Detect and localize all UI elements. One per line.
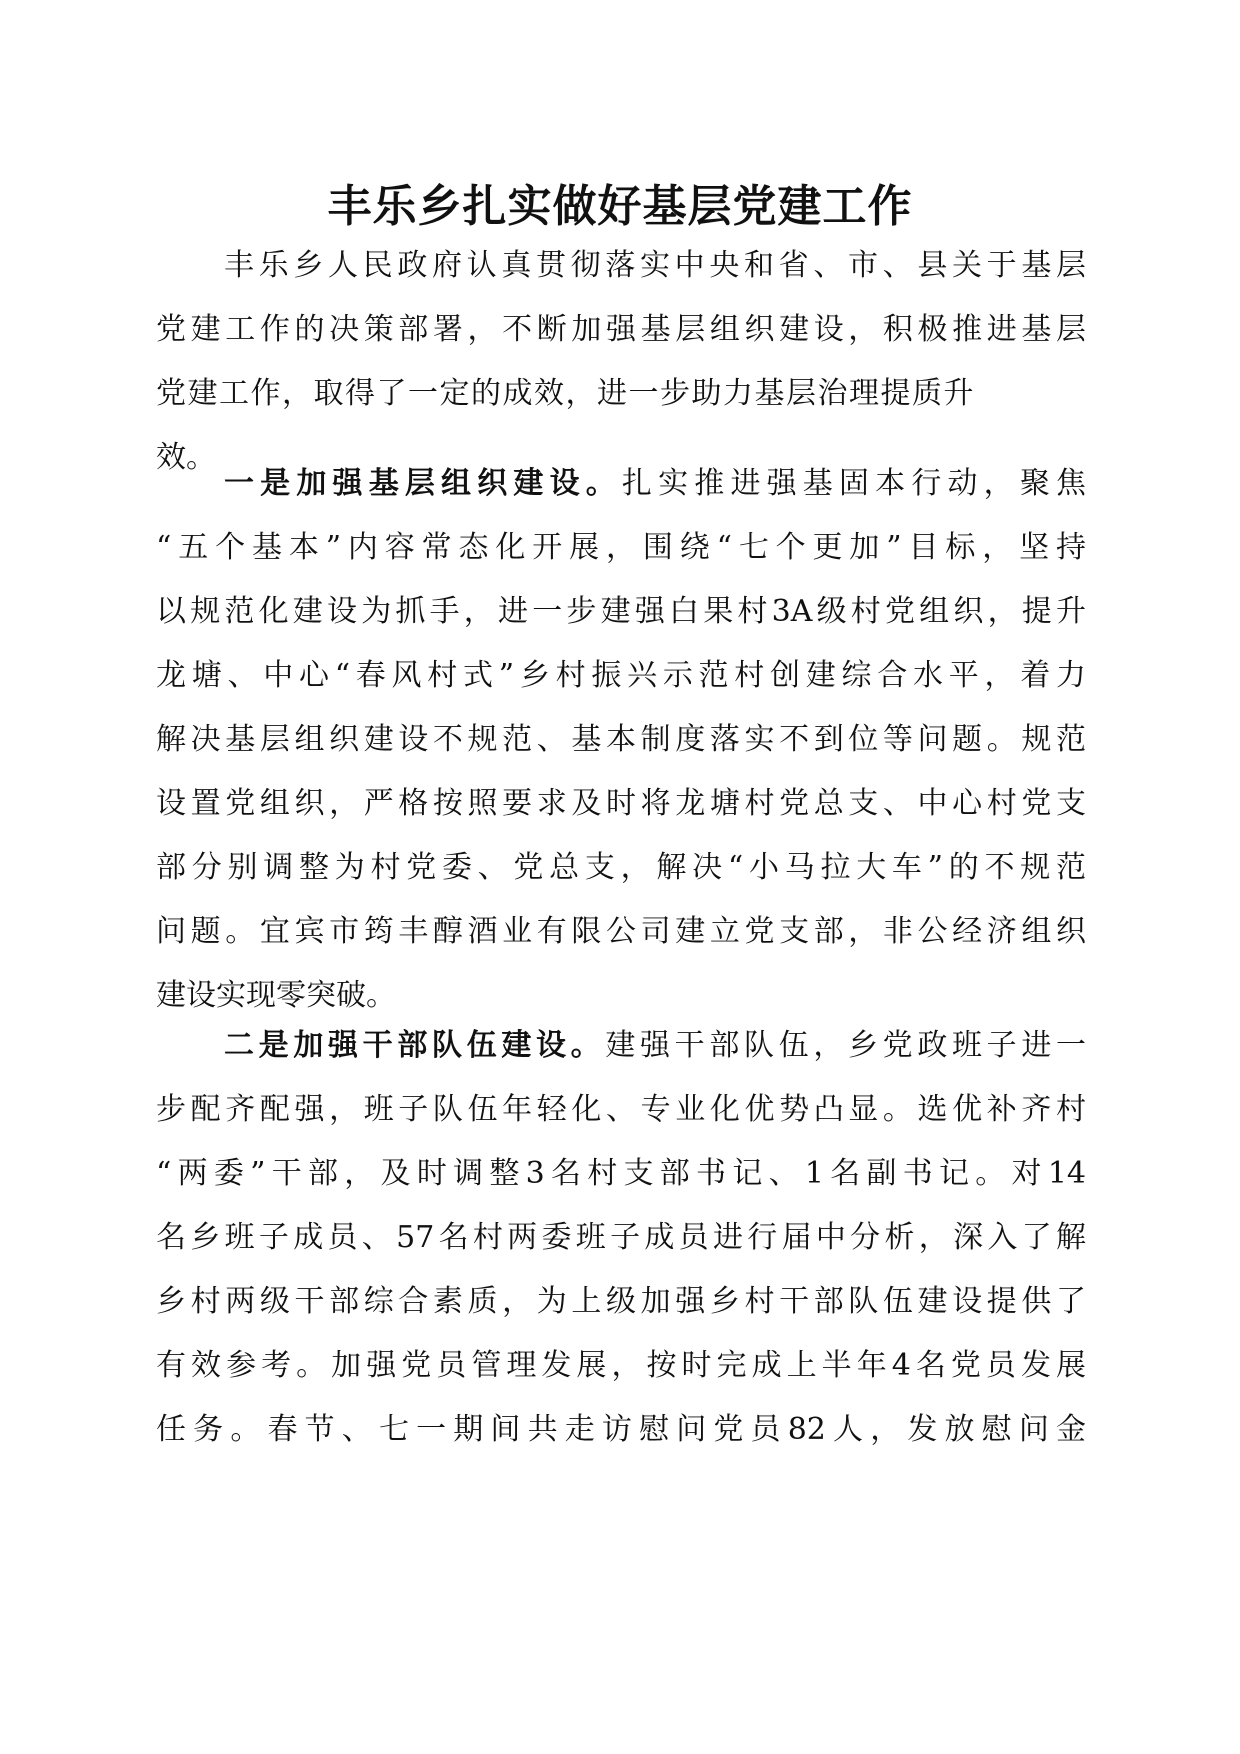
text-line: 任务。春节、七一期间共走访慰问党员82人，发放慰问金 [156, 1412, 1086, 1447]
document-title: 丰乐乡扎实做好基层党建工作 [327, 181, 913, 232]
section-lead: 一是加强基层组织建设。 [224, 466, 622, 501]
section-lead: 二是加强干部队伍建设。 [224, 1028, 606, 1063]
section-text: 扎实推进强基固本行动，聚焦 [621, 466, 1087, 501]
text-line: 党建工作，取得了一定的成效，进一步助力基层治理提质升 [156, 376, 975, 411]
text-line: 龙塘、中心“春风村式”乡村振兴示范村创建综合水平，着力 [156, 658, 1086, 693]
text-line: 建设实现零突破。 [156, 978, 396, 1013]
text-line: “两委”干部，及时调整3名村支部书记、1名副书记。对14 [156, 1156, 1086, 1191]
text-line: 以规范化建设为抓手，进一步建强白果村3A级村党组织，提升 [156, 594, 1086, 629]
text-line: 丰乐乡人民政府认真贯彻落实中央和省、市、县关于基层 [224, 248, 1086, 283]
text-line: 名乡班子成员、57名村两委班子成员进行届中分析，深入了解 [156, 1220, 1086, 1255]
text-line: 部分别调整为村党委、党总支，解决“小马拉大车”的不规范 [156, 850, 1086, 885]
text-line: “五个基本”内容常态化开展，围绕“七个更加”目标，坚持 [156, 530, 1086, 565]
text-line: 效。 [156, 440, 216, 475]
section-organization [156, 452, 1086, 1028]
text-line: 解决基层组织建设不规范、基本制度落实不到位等问题。规范 [156, 722, 1086, 757]
text-line: 步配齐配强，班子队伍年轻化、专业化优势凸显。选优补齐村 [156, 1092, 1086, 1127]
section-cadres [156, 1014, 1086, 1462]
text-line [156, 452, 1086, 516]
text-line [156, 1014, 1086, 1078]
text-line: 有效参考。加强党员管理发展，按时完成上半年4名党员发展 [156, 1348, 1086, 1383]
text-line: 乡村两级干部综合素质，为上级加强乡村干部队伍建设提供了 [156, 1284, 1086, 1319]
text-line: 设置党组织，严格按照要求及时将龙塘村党总支、中心村党支 [156, 786, 1086, 821]
text-line: 党建工作的决策部署，不断加强基层组织建设，积极推进基层 [156, 312, 1086, 347]
text-line: 问题。宜宾市筠丰醇酒业有限公司建立党支部，非公经济组织 [156, 914, 1086, 949]
section-text: 建强干部队伍，乡党政班子进一 [605, 1028, 1087, 1063]
